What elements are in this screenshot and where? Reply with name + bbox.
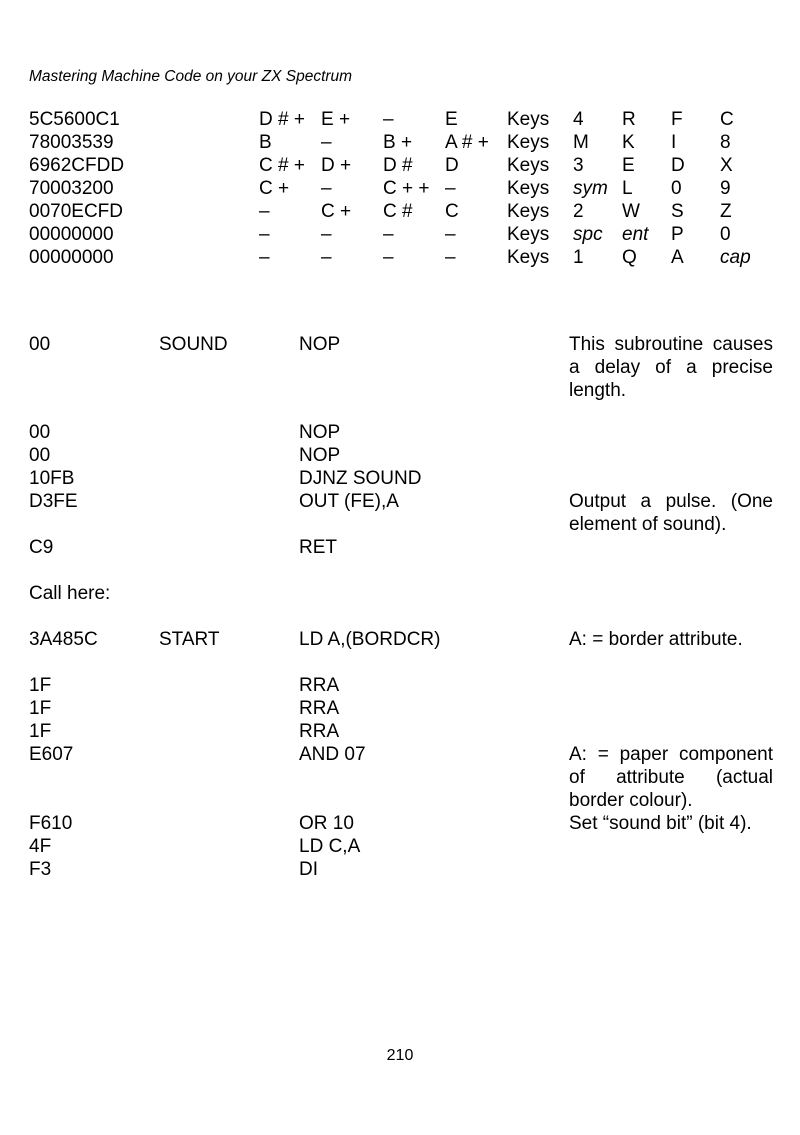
hex-code: 3A485C [29,629,98,650]
instruction: OUT (FE),A [299,491,399,512]
listing-line [29,743,773,812]
note: – [321,224,332,245]
hex-code: 78003539 [29,132,114,153]
note: – [383,109,394,130]
instruction: LD A,(BORDCR) [299,629,441,650]
hex-code: D3FE [29,491,78,512]
note: C + [259,178,290,199]
key-note-table [29,108,769,269]
hex-code: E607 [29,744,74,765]
key-name: Q [622,247,637,268]
note: D # + [259,109,305,130]
keys-label: Keys [507,132,550,153]
key-name: A [671,247,684,268]
key-name: 2 [573,201,584,222]
hex-code: 00 [29,334,51,355]
note: C + + [383,178,430,199]
key-name: 8 [720,132,731,153]
note: C + [321,201,352,222]
instruction: DJNZ SOUND [299,468,422,489]
note: B + [383,132,413,153]
instruction: DI [299,859,318,880]
note: – [321,178,332,199]
listing-line [29,628,773,651]
key-name: I [671,132,677,153]
listing-line [29,812,773,835]
note: C # + [259,155,305,176]
key-name: R [622,109,636,130]
key-name: 1 [573,247,584,268]
label: SOUND [159,334,228,355]
comment: Set “sound bit” (bit 4). [569,813,752,834]
note: C # [383,201,413,222]
listing-line [29,467,773,490]
hex-code: 00000000 [29,224,114,245]
hex-code: 00 [29,422,51,443]
note: – [445,224,456,245]
key-name: S [671,201,684,222]
key-name: ent [622,224,649,245]
hex-code: 00 [29,445,51,466]
note: – [321,247,332,268]
key-table-row [29,177,769,200]
hex-code: F3 [29,859,52,880]
key-table-row [29,108,769,131]
note: D + [321,155,352,176]
key-name: C [720,109,734,130]
key-name: F [671,109,683,130]
note: – [259,247,270,268]
note: E + [321,109,351,130]
hex-code: C9 [29,537,54,558]
call-here-note: Call here: [29,583,111,604]
hex-code: 4F [29,836,52,857]
label: START [159,629,220,650]
key-name: W [622,201,640,222]
hex-code: 1F [29,698,52,719]
instruction: RRA [299,675,340,696]
listing-line [29,333,773,402]
key-name: 9 [720,178,731,199]
note: – [445,178,456,199]
hex-code: 1F [29,721,52,742]
keys-label: Keys [507,224,550,245]
hex-code: 70003200 [29,178,114,199]
comment: Output a pulse. (One element of sound). [569,491,773,535]
comment: A: = border attribute. [569,629,743,650]
listing-line [29,536,773,559]
instruction: AND 07 [299,744,366,765]
instruction: NOP [299,334,341,355]
note: – [259,201,270,222]
note: – [321,132,332,153]
hex-code: 6962CFDD [29,155,125,176]
key-name: sym [573,178,608,199]
note: – [383,247,394,268]
instruction: LD C,A [299,836,361,857]
key-name: 4 [573,109,584,130]
listing-line [29,444,773,467]
listing-line [29,835,773,858]
note: – [259,224,270,245]
key-table-row [29,154,769,177]
key-name: 3 [573,155,584,176]
instruction: NOP [299,445,341,466]
listing-line [29,720,773,743]
key-name: L [622,178,633,199]
note: – [445,247,456,268]
key-table-row [29,200,769,223]
keys-label: Keys [507,201,550,222]
hex-code: F610 [29,813,73,834]
key-name: 0 [720,224,731,245]
key-name: M [573,132,589,153]
instruction: NOP [299,422,341,443]
instruction: RRA [299,721,340,742]
keys-label: Keys [507,109,550,130]
key-name: Z [720,201,732,222]
code-listing [29,333,773,881]
key-name: D [671,155,685,176]
key-name: 0 [671,178,682,199]
note: B [259,132,272,153]
note: D # [383,155,413,176]
instruction: RET [299,537,337,558]
note: D [445,155,459,176]
listing-line [29,858,773,881]
key-name: E [622,155,635,176]
hex-code: 5C5600C1 [29,109,120,130]
key-name: P [671,224,684,245]
comment: This subroutine causes a delay of a precise length. [569,334,773,401]
keys-label: Keys [507,247,550,268]
listing-line [29,490,773,536]
listing-line [29,697,773,720]
note: E [445,109,458,130]
key-name: X [720,155,733,176]
running-header: Mastering Machine Code on your ZX Spectrum [29,68,353,85]
key-name: spc [573,224,603,245]
keys-label: Keys [507,155,550,176]
hex-code: 00000000 [29,247,114,268]
key-table-row [29,131,769,154]
note: – [383,224,394,245]
hex-code: 1F [29,675,52,696]
key-name: cap [720,247,751,268]
comment: A: = paper component of attribute (actual border colour). [569,744,773,811]
listing-line [29,421,773,444]
page-number: 210 [386,1047,414,1064]
key-table-row [29,223,769,246]
note: C [445,201,459,222]
hex-code: 10FB [29,468,75,489]
hex-code: 0070ECFD [29,201,123,222]
listing-line [29,674,773,697]
key-name: K [622,132,635,153]
instruction: RRA [299,698,340,719]
note: A # + [445,132,489,153]
key-table-row [29,246,769,269]
keys-label: Keys [507,178,550,199]
instruction: OR 10 [299,813,354,834]
